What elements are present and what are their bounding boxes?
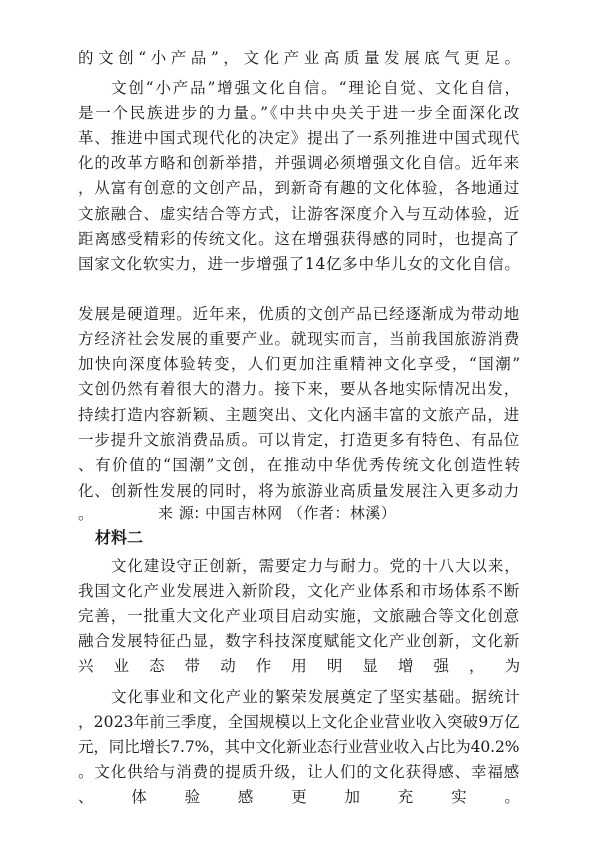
text-line: ，从富有创意的文创产品，到新奇有趣的文化体验，各地通过 bbox=[78, 179, 521, 197]
text-line: 化、创新性发展的同时，将为旅游业高质量发展注入更多动力 bbox=[78, 482, 521, 500]
text-line: 、体验感更加充实。 bbox=[78, 788, 558, 806]
text-line: 化的改革方略和创新举措，并强调必须增强文化自信。近年来 bbox=[78, 154, 521, 172]
text-line: 文化建设守正创新，需要定力与耐力。党的十八大以来， bbox=[111, 557, 521, 575]
text-line: 持续打造内容新颖、主题突出、文化内涵丰富的文旅产品，进 bbox=[78, 406, 521, 424]
text-line: 文旅融合、虚实结合等方式，让游客深度介入与互动体验，近 bbox=[78, 205, 521, 223]
text-line: 国家文化软实力，进一步增强了14亿多中华儿女的文化自信。 bbox=[78, 255, 521, 273]
text-line: 文创仍然有着很大的潜力。接下来，要从各地实际情况出发， bbox=[78, 380, 521, 398]
source-citation: 来 源: 中国吉林网 （作者：林溪） bbox=[158, 504, 397, 522]
text-line: 文化事业和文化产业的繁荣发展奠定了坚实基础。据统计 bbox=[111, 688, 521, 706]
section-heading: 材料二 bbox=[95, 528, 144, 547]
text-line: 发展是硬道理。近年来，优质的文创产品已经逐渐成为带动地 bbox=[78, 305, 521, 323]
text-line: 距离感受精彩的传统文化。这在增强获得感的同时，也提高了 bbox=[78, 230, 521, 248]
text-line: 的文创“小产品”，文化产业高质量发展底气更足。 bbox=[78, 49, 525, 67]
text-line: 。文化供给与消费的提质升级，让人们的文化获得感、幸福感 bbox=[78, 763, 521, 781]
text-line: 融合发展特征凸显，数字科技深度赋能文化产业创新，文化新 bbox=[78, 632, 521, 650]
text-line: 是一个民族进步的力量。”《中共中央关于进一步全面深化改 bbox=[78, 104, 521, 122]
text-line: 一步提升文旅消费品质。可以肯定，打造更多有特色、有品位 bbox=[78, 431, 521, 449]
text-line: 加快向深度体验转变，人们更加注重精神文化享受，“国潮” bbox=[78, 355, 522, 373]
text-line: 文创“小产品”增强文化自信。“理论自觉、文化自信， bbox=[111, 79, 522, 97]
text-line: 元，同比增长7.7%，其中文化新业态行业营业收入占比为40.2% bbox=[78, 738, 520, 756]
text-line: 、有价值的“国潮”文创，在推动中华优秀传统文化创造性转 bbox=[78, 456, 522, 474]
text-line: 方经济社会发展的重要产业。就现实而言，当前我国旅游消费 bbox=[78, 330, 521, 348]
text-line: ，2023年前三季度，全国规模以上文化企业营业收入突破9万亿 bbox=[78, 713, 520, 731]
text-line: 。 bbox=[78, 505, 94, 523]
text-line: 我国文化产业发展进入新阶段，文化产业体系和市场体系不断 bbox=[78, 582, 521, 600]
text-line: 革、推进中国式现代化的决定》提出了一系列推进中国式现代 bbox=[78, 129, 521, 147]
text-line: 兴业态带动作用明显增强，为 bbox=[78, 657, 541, 675]
text-line: 完善，一批重大文化产业项目启动实施，文旅融合等文化创意 bbox=[78, 607, 521, 625]
